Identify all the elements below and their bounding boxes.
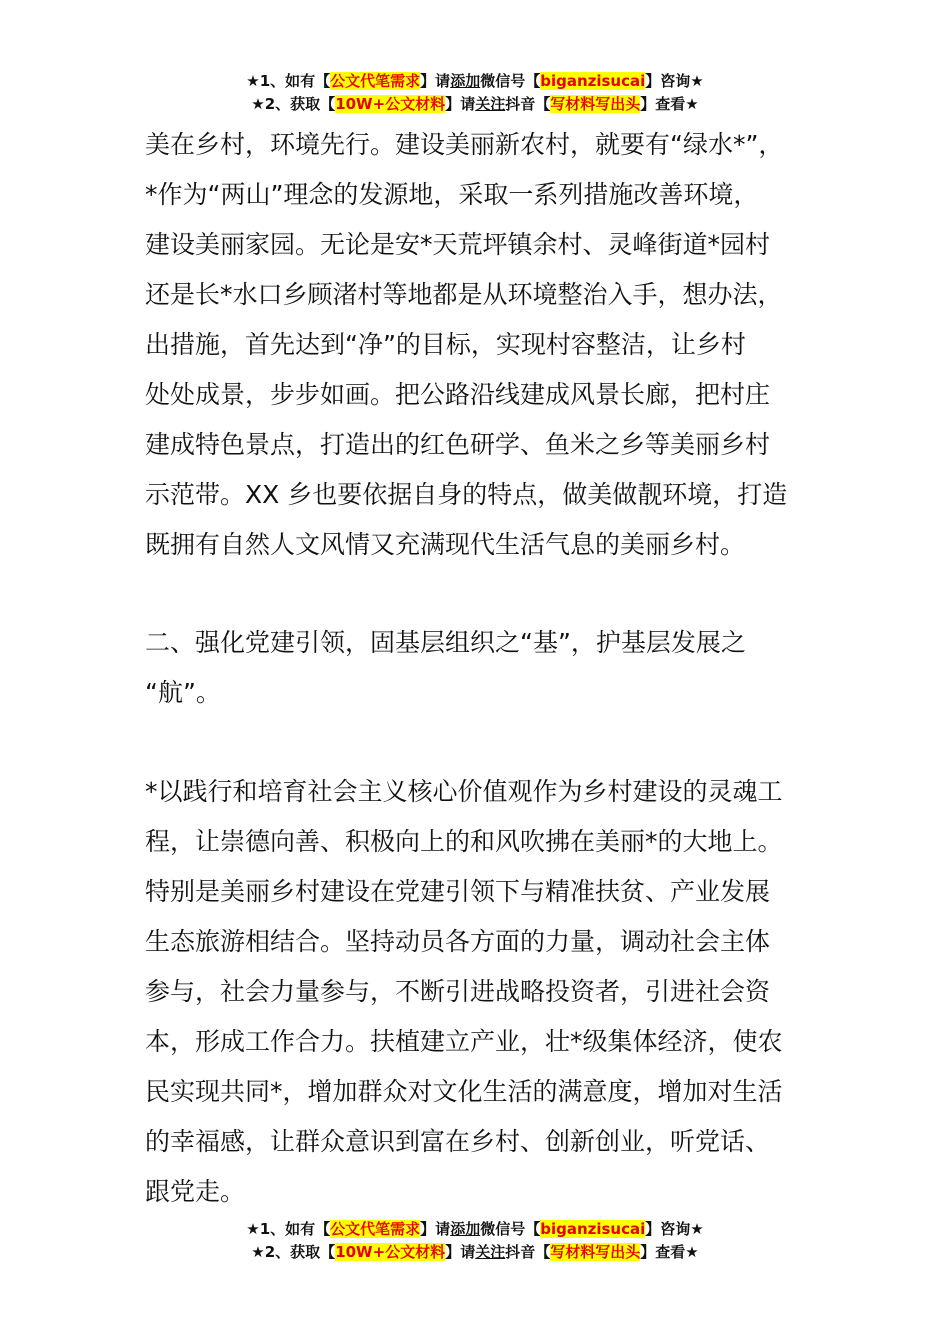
banner-highlight: 写材料写出头	[550, 95, 641, 113]
banner-line-2: ★2、获取【10W+公文材料】请关注抖音【写材料写出头】查看★	[251, 1243, 699, 1261]
banner-highlight: 写材料写出头	[550, 1243, 641, 1261]
text-line: 出措施，首先达到“净”的目标，实现村容整洁，让乡村	[145, 330, 746, 359]
text-line: 还是长*水口乡顾渚村等地都是从环境整治入手，想办法，	[145, 280, 783, 309]
text-line: 跟党走。	[145, 1177, 246, 1206]
section-heading	[145, 618, 810, 718]
footer-banner	[0, 1218, 950, 1264]
banner-highlight: biganzisucai	[540, 72, 646, 90]
text-line: 建设美丽家园。无论是安*天荒坪镇余村、灵峰街道*园村	[145, 230, 771, 259]
text-line: *作为“两山”理念的发源地，采取一系列措施改善环境，	[145, 180, 759, 209]
text-line: 参与，社会力量参与，不断引进战略投资者，引进社会资	[145, 977, 771, 1006]
text-line: 美在乡村，环境先行。建设美丽新农村，就要有“绿水*”，	[145, 130, 784, 159]
paragraph-environment	[145, 120, 810, 570]
text-line: 的幸福感，让群众意识到富在乡村、创新创业，听党话、	[145, 1127, 771, 1156]
banner-highlight: 公文代笔需求	[330, 1220, 421, 1238]
text-line: 处处成景，步步如画。把公路沿线建成风景长廊，把村庄	[145, 380, 771, 409]
text-line: 本，形成工作合力。扶植建立产业，壮*级集体经济，使农	[145, 1027, 783, 1056]
text-line: 既拥有自然人文风情又充满现代生活气息的美丽乡村。	[145, 530, 746, 559]
banner-line-1: ★1、如有【公文代笔需求】请添加微信号【biganzisucai】咨询★	[246, 1220, 704, 1238]
heading-line: “航”。	[145, 678, 221, 707]
text-line: 特别是美丽乡村建设在党建引领下与精准扶贫、产业发展	[145, 877, 771, 906]
text-line: *以践行和培育社会主义核心价值观作为乡村建设的灵魂工	[145, 777, 783, 806]
text-line: 生态旅游相结合。坚持动员各方面的力量，调动社会主体	[145, 927, 771, 956]
header-banner	[0, 70, 950, 116]
banner-line-1: ★1、如有【公文代笔需求】请添加微信号【biganzisucai】咨询★	[246, 72, 704, 90]
text-line: 示范带。XX 乡也要依据自身的特点，做美做靓环境，打造	[145, 480, 788, 509]
text-line: 程，让崇德向善、积极向上的和风吹拂在美丽*的大地上。	[145, 827, 783, 856]
banner-line-2: ★2、获取【10W+公文材料】请关注抖音【写材料写出头】查看★	[251, 95, 699, 113]
text-line: 建成特色景点，打造出的红色研学、鱼米之乡等美丽乡村	[145, 430, 771, 459]
banner-highlight: 10W+公文材料	[335, 1243, 446, 1261]
banner-highlight: 公文代笔需求	[330, 72, 421, 90]
banner-highlight: 10W+公文材料	[335, 95, 446, 113]
banner-highlight: biganzisucai	[540, 1220, 646, 1238]
text-line: 民实现共同*，增加群众对文化生活的满意度，增加对生活	[145, 1077, 783, 1106]
paragraph-party-building	[145, 767, 810, 1217]
heading-line: 二、强化党建引领，固基层组织之“基”，护基层发展之	[145, 628, 746, 657]
